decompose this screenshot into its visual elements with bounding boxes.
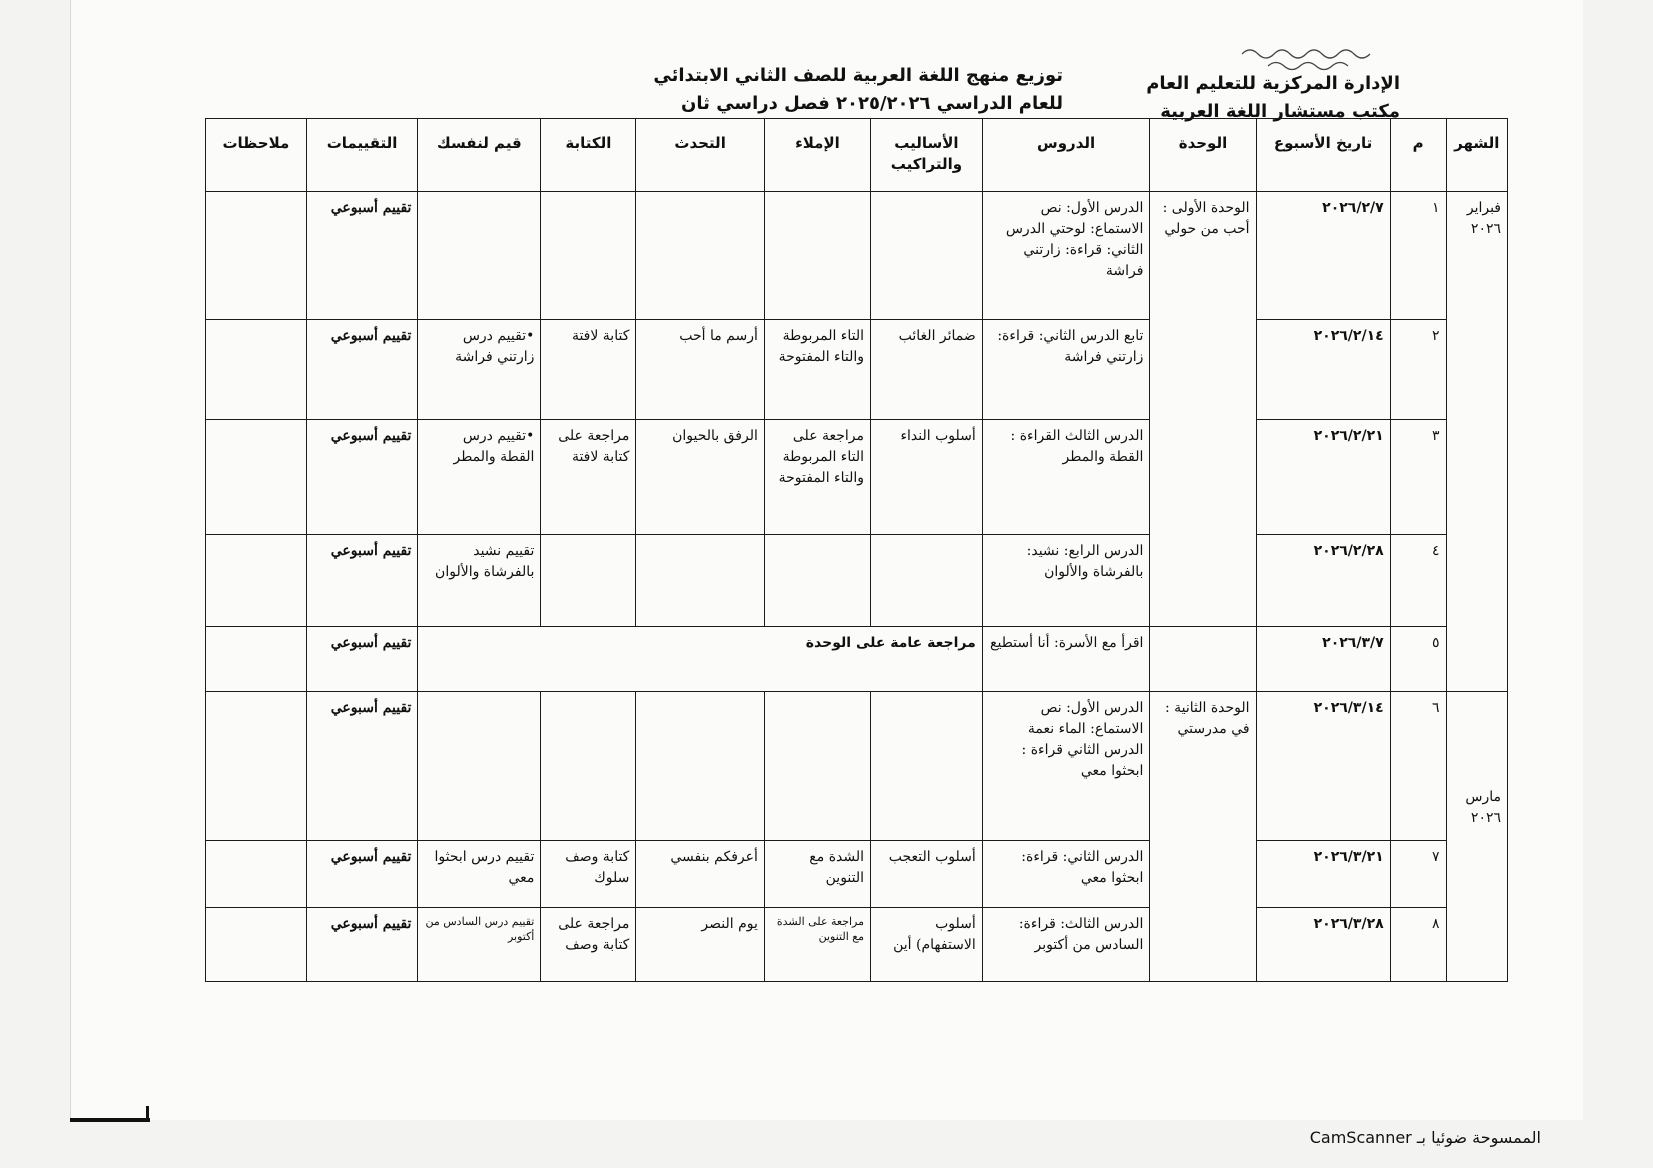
week-number: ٢ bbox=[1390, 319, 1446, 419]
writing-cell bbox=[541, 692, 636, 841]
dictation-cell: مراجعة على التاء المربوطة والتاء المفتوحة bbox=[764, 419, 870, 534]
writing-cell: مراجعة على كتابة وصف bbox=[541, 908, 636, 982]
unit-cell: الوحدة الأولى : أحب من حولي bbox=[1150, 192, 1256, 627]
header-dictation: الإملاء bbox=[764, 119, 870, 192]
curriculum-table bbox=[205, 118, 1508, 982]
week-date: ٢٠٢٦/٣/١٤ bbox=[1256, 692, 1390, 841]
writing-cell bbox=[541, 192, 636, 320]
table-header-row bbox=[206, 119, 1508, 192]
speaking-cell: يوم النصر bbox=[636, 908, 765, 982]
evaluation-cell: تقييم أسبوعي bbox=[306, 319, 418, 419]
evaluation-cell: تقييم أسبوعي bbox=[306, 692, 418, 841]
week-number: ٣ bbox=[1390, 419, 1446, 534]
document-title bbox=[653, 62, 1063, 118]
dictation-cell: مراجعة على الشدة مع التنوين bbox=[764, 908, 870, 982]
lesson-cell: اقرأ مع الأسرة: أنا أستطيع bbox=[982, 627, 1150, 692]
table-row bbox=[206, 627, 1508, 692]
values-cell bbox=[418, 192, 541, 320]
dictation-cell: التاء المربوطة والتاء المفتوحة bbox=[764, 319, 870, 419]
notes-cell bbox=[206, 841, 307, 908]
unit-cell: الوحدة الثانية : في مدرستي bbox=[1150, 692, 1256, 982]
lesson-cell: الدرس الثالث القراءة : القطة والمطر bbox=[982, 419, 1150, 534]
lesson-cell: الدرس الأول: نص الاستماع: لوحتي الدرس الثاني: قراءة: زارتني فراشة bbox=[982, 192, 1150, 320]
writing-cell: كتابة وصف سلوك bbox=[541, 841, 636, 908]
writing-cell: كتابة لافتة bbox=[541, 319, 636, 419]
table-row bbox=[206, 419, 1508, 534]
header-month: الشهر bbox=[1446, 119, 1507, 192]
authority-line-2: مكتب مستشار اللغة العربية bbox=[1160, 101, 1400, 122]
week-number: ٦ bbox=[1390, 692, 1446, 841]
speaking-cell: أعرفكم بنفسي bbox=[636, 841, 765, 908]
evaluation-cell: تقييم أسبوعي bbox=[306, 419, 418, 534]
page-edge-mark bbox=[70, 1118, 150, 1122]
week-date: ٢٠٢٦/٢/٢٨ bbox=[1256, 535, 1390, 627]
notes-cell bbox=[206, 535, 307, 627]
writing-cell bbox=[541, 535, 636, 627]
evaluation-cell: تقييم أسبوعي bbox=[306, 908, 418, 982]
notes-cell bbox=[206, 627, 307, 692]
lesson-cell: الدرس الأول: نص الاستماع: الماء نعمة الدرس الثاني قراءة : ابحثوا معي bbox=[982, 692, 1150, 841]
week-number: ٨ bbox=[1390, 908, 1446, 982]
evaluation-cell: تقييم أسبوعي bbox=[306, 192, 418, 320]
styles-cell: أسلوب النداء bbox=[871, 419, 983, 534]
table-row bbox=[206, 192, 1508, 320]
notes-cell bbox=[206, 692, 307, 841]
header-num: م bbox=[1390, 119, 1446, 192]
title-line-1: توزيع منهج اللغة العربية للصف الثاني الابتدائي bbox=[653, 65, 1063, 86]
dictation-cell bbox=[764, 692, 870, 841]
table-row bbox=[206, 535, 1508, 627]
values-cell: •تقييم درس زارتني فراشة bbox=[418, 319, 541, 419]
week-date: ٢٠٢٦/٢/٢١ bbox=[1256, 419, 1390, 534]
week-date: ٢٠٢٦/٣/٢٨ bbox=[1256, 908, 1390, 982]
authority-line-1: الإدارة المركزية للتعليم العام bbox=[1146, 73, 1400, 94]
month-cell: فبراير ٢٠٢٦ bbox=[1446, 192, 1507, 692]
table-row bbox=[206, 692, 1508, 841]
month-cell: مارس ٢٠٢٦ bbox=[1446, 692, 1507, 982]
dictation-cell bbox=[764, 192, 870, 320]
table-row bbox=[206, 319, 1508, 419]
dictation-cell: الشدة مع التنوين bbox=[764, 841, 870, 908]
values-cell: تقييم درس السادس من أكتوبر bbox=[418, 908, 541, 982]
dictation-cell bbox=[764, 535, 870, 627]
lesson-cell: تابع الدرس الثاني: قراءة: زارتني فراشة bbox=[982, 319, 1150, 419]
unit-cell-empty bbox=[1150, 627, 1256, 692]
header-values: قيم لنفسك bbox=[418, 119, 541, 192]
lesson-cell: الدرس الثاني: قراءة: ابحثوا معي bbox=[982, 841, 1150, 908]
evaluation-cell: تقييم أسبوعي bbox=[306, 841, 418, 908]
values-cell: تقييم نشيد بالفرشاة والألوان bbox=[418, 535, 541, 627]
speaking-cell bbox=[636, 692, 765, 841]
week-date: ٢٠٢٦/٣/٧ bbox=[1256, 627, 1390, 692]
notes-cell bbox=[206, 319, 307, 419]
writing-cell: مراجعة على كتابة لافتة bbox=[541, 419, 636, 534]
week-date: ٢٠٢٦/٢/٧ bbox=[1256, 192, 1390, 320]
header-writing: الكتابة bbox=[541, 119, 636, 192]
title-line-2: للعام الدراسي ٢٠٢٥/٢٠٢٦ فصل دراسي ثان bbox=[681, 93, 1063, 114]
speaking-cell: أرسم ما أحب bbox=[636, 319, 765, 419]
week-number: ٧ bbox=[1390, 841, 1446, 908]
speaking-cell bbox=[636, 192, 765, 320]
header-styles: الأساليب والتراكيب bbox=[871, 119, 983, 192]
styles-cell: أسلوب التعجب bbox=[871, 841, 983, 908]
lesson-cell: الدرس الثالث: قراءة: السادس من أكتوبر bbox=[982, 908, 1150, 982]
header-unit: الوحدة bbox=[1150, 119, 1256, 192]
styles-cell bbox=[871, 192, 983, 320]
header-evaluations: التقييمات bbox=[306, 119, 418, 192]
styles-cell bbox=[871, 535, 983, 627]
header-date: تاريخ الأسبوع bbox=[1256, 119, 1390, 192]
notes-cell bbox=[206, 908, 307, 982]
header-notes: ملاحظات bbox=[206, 119, 307, 192]
styles-cell: أسلوب الاستفهام) أين bbox=[871, 908, 983, 982]
evaluation-cell: تقييم أسبوعي bbox=[306, 535, 418, 627]
evaluation-cell: تقييم أسبوعي bbox=[306, 627, 418, 692]
styles-cell bbox=[871, 692, 983, 841]
header-speaking: التحدث bbox=[636, 119, 765, 192]
header-lesson: الدروس bbox=[982, 119, 1150, 192]
week-date: ٢٠٢٦/٣/٢١ bbox=[1256, 841, 1390, 908]
table-row bbox=[206, 908, 1508, 982]
lesson-cell: الدرس الرابع: نشيد: بالفرشاة والألوان bbox=[982, 535, 1150, 627]
week-number: ٤ bbox=[1390, 535, 1446, 627]
notes-cell bbox=[206, 192, 307, 320]
values-cell: •تقييم درس القطة والمطر bbox=[418, 419, 541, 534]
page-edge-tick bbox=[146, 1106, 149, 1122]
camscanner-watermark: الممسوحة ضوئيا بـ CamScanner bbox=[1309, 1128, 1541, 1147]
week-number: ١ bbox=[1390, 192, 1446, 320]
week-number: ٥ bbox=[1390, 627, 1446, 692]
values-cell bbox=[418, 692, 541, 841]
table-row bbox=[206, 841, 1508, 908]
notes-cell bbox=[206, 419, 307, 534]
values-cell: تقييم درس ابحثوا معي bbox=[418, 841, 541, 908]
styles-cell: ضمائر الغائب bbox=[871, 319, 983, 419]
week-date: ٢٠٢٦/٢/١٤ bbox=[1256, 319, 1390, 419]
unit-review-cell: مراجعة عامة على الوحدة bbox=[418, 627, 982, 692]
speaking-cell: الرفق بالحيوان bbox=[636, 419, 765, 534]
speaking-cell bbox=[636, 535, 765, 627]
